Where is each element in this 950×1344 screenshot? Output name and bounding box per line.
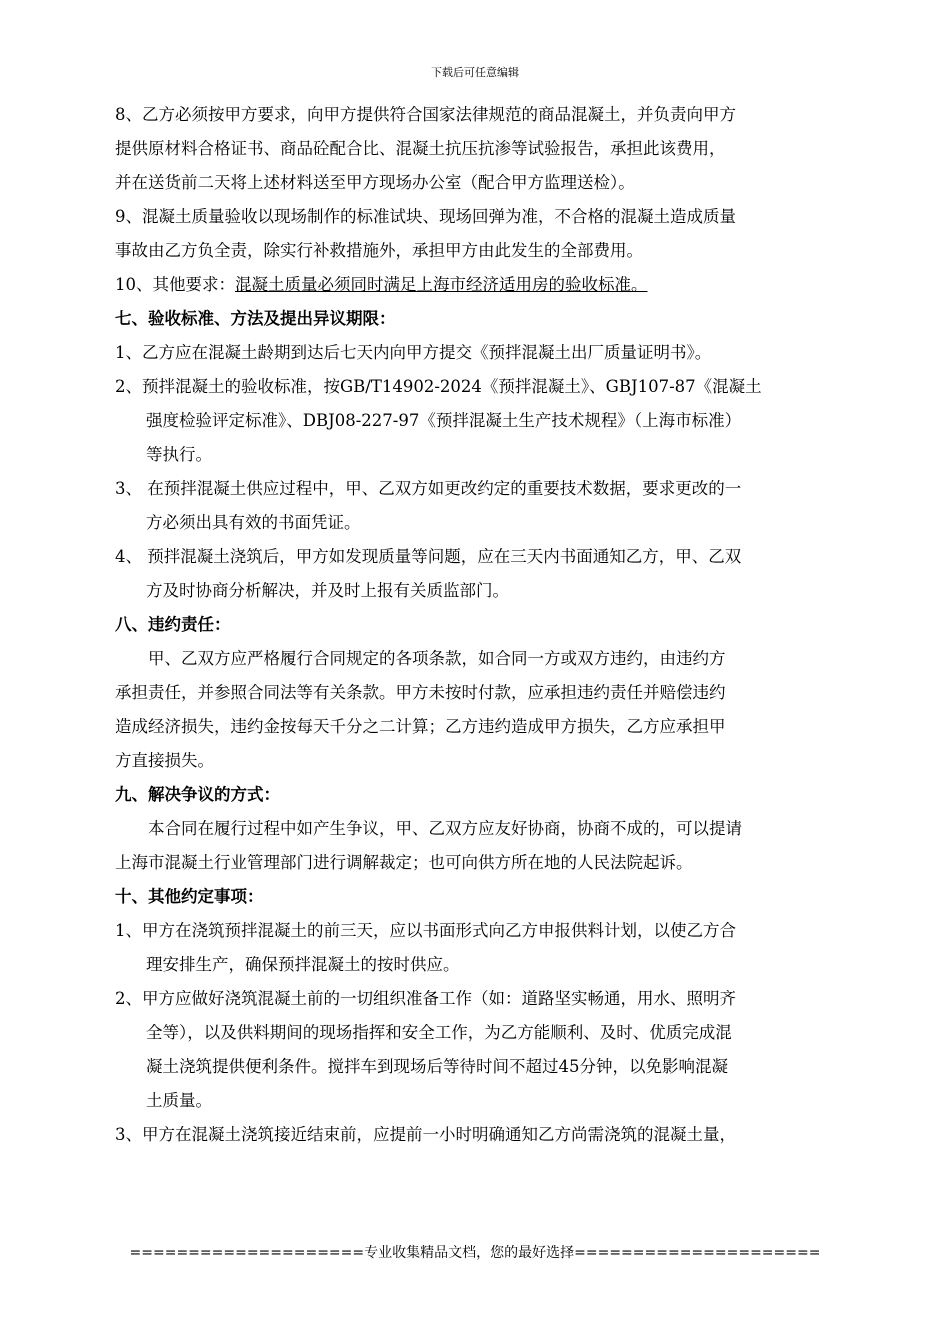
- clause-10-prefix: 10、其他要求：: [115, 275, 235, 294]
- section-7-item-4-line-2: 方及时协商分析解决，并及时上报有关质监部门。: [146, 581, 509, 600]
- clause-8-line-1: 8、乙方必须按甲方要求，向甲方提供符合国家法律规范的商品混凝土，并负责向甲方: [115, 105, 736, 124]
- section-10-item-2-line-3: 凝土浇筑提供便利条件。搅拌车到现场后等待时间不超过45分钟，以免影响混凝: [146, 1057, 728, 1076]
- section-10-item-2-line-2: 全等），以及供料期间的现场指挥和安全工作，为乙方能顺利、及时、优质完成混: [146, 1023, 732, 1042]
- page-header: 下载后可任意编辑: [431, 66, 519, 79]
- document-body: [115, 98, 850, 1152]
- section-7-item-2-line-3: 等执行。: [146, 445, 212, 464]
- section-7-item-3-line-2: 方必须出具有效的书面凭证。: [146, 513, 361, 532]
- section-9-line-2: 上海市混凝土行业管理部门进行调解裁定；也可向供方所在地的人民法院起诉。: [115, 853, 693, 872]
- page-footer: ====================专业收集精品文档，您的最好选择=====================: [129, 1245, 821, 1261]
- section-7-item-1: 1、乙方应在混凝土龄期到达后七天内向甲方提交《预拌混凝土出厂质量证明书》。: [115, 343, 712, 362]
- section-10-title: 十、其他约定事项：: [115, 887, 264, 906]
- section-8-line-4: 方直接损失。: [115, 751, 214, 770]
- section-8-line-3: 造成经济损失，违约金按每天千分之二计算；乙方违约造成甲方损失，乙方应承担甲: [115, 717, 726, 736]
- section-9-title: 九、解决争议的方式：: [115, 785, 280, 804]
- clause-9-line-2: 事故由乙方负全责，除实行补救措施外，承担甲方由此发生的全部费用。: [115, 241, 643, 260]
- section-7-item-2-line-2: 强度检验评定标准》、DBJ08-227-97《预拌混凝土生产技术规程》（上海市标准）: [146, 411, 742, 430]
- clause-10-underlined-requirement: 混凝土质量必须同时满足上海市经济适用房的验收标准。: [235, 275, 648, 294]
- section-10-item-1-line-2: 理安排生产，确保预拌混凝土的按时供应。: [146, 955, 460, 974]
- section-8-line-2: 承担责任，并参照合同法等有关条款。甲方未按时付款，应承担违约责任并赔偿违约: [115, 683, 726, 702]
- section-10-item-1-line-1: 1、甲方在浇筑预拌混凝土的前三天，应以书面形式向乙方申报供料计划，以使乙方合: [115, 921, 736, 940]
- section-9-line-1: 本合同在履行过程中如产生争议，甲、乙双方应友好协商，协商不成的，可以提请: [148, 819, 742, 838]
- clause-10: [115, 268, 850, 302]
- section-7-item-3-line-1: 3、 在预拌混凝土供应过程中，甲、乙双方如更改约定的重要技术数据，要求更改的一: [115, 479, 742, 498]
- clause-9-line-1: 9、混凝土质量验收以现场制作的标准试块、现场回弹为准，不合格的混凝土造成质量: [115, 207, 736, 226]
- section-10-item-3-line-1: 3、甲方在混凝土浇筑接近结束前，应提前一小时明确通知乙方尚需浇筑的混凝土量，: [115, 1125, 736, 1144]
- section-8-line-1: 甲、乙双方应严格履行合同规定的各项条款，如合同一方或双方违约，由违约方: [148, 649, 726, 668]
- section-10-item-2-line-4: 土质量。: [146, 1091, 212, 1110]
- section-7-title: 七、验收标准、方法及提出异议期限：: [115, 309, 396, 328]
- clause-8-line-3: 并在送货前二天将上述材料送至甲方现场办公室（配合甲方监理送检）。: [115, 173, 635, 192]
- section-8-title: 八、违约责任：: [115, 615, 231, 634]
- clause-8-line-2: 提供原材料合格证书、商品砼配合比、混凝土抗压抗渗等试验报告，承担此该费用，: [115, 139, 726, 158]
- section-7-item-2-line-1: 2、预拌混凝土的验收标准，按GB/T14902-2024《预拌混凝土》、GBJ107-87《混凝土: [115, 377, 762, 396]
- section-7-item-4-line-1: 4、 预拌混凝土浇筑后，甲方如发现质量等问题，应在三天内书面通知乙方，甲、乙双: [115, 547, 742, 566]
- section-10-item-2-line-1: 2、甲方应做好浇筑混凝土前的一切组织准备工作（如：道路坚实畅通，用水、照明齐: [115, 989, 736, 1008]
